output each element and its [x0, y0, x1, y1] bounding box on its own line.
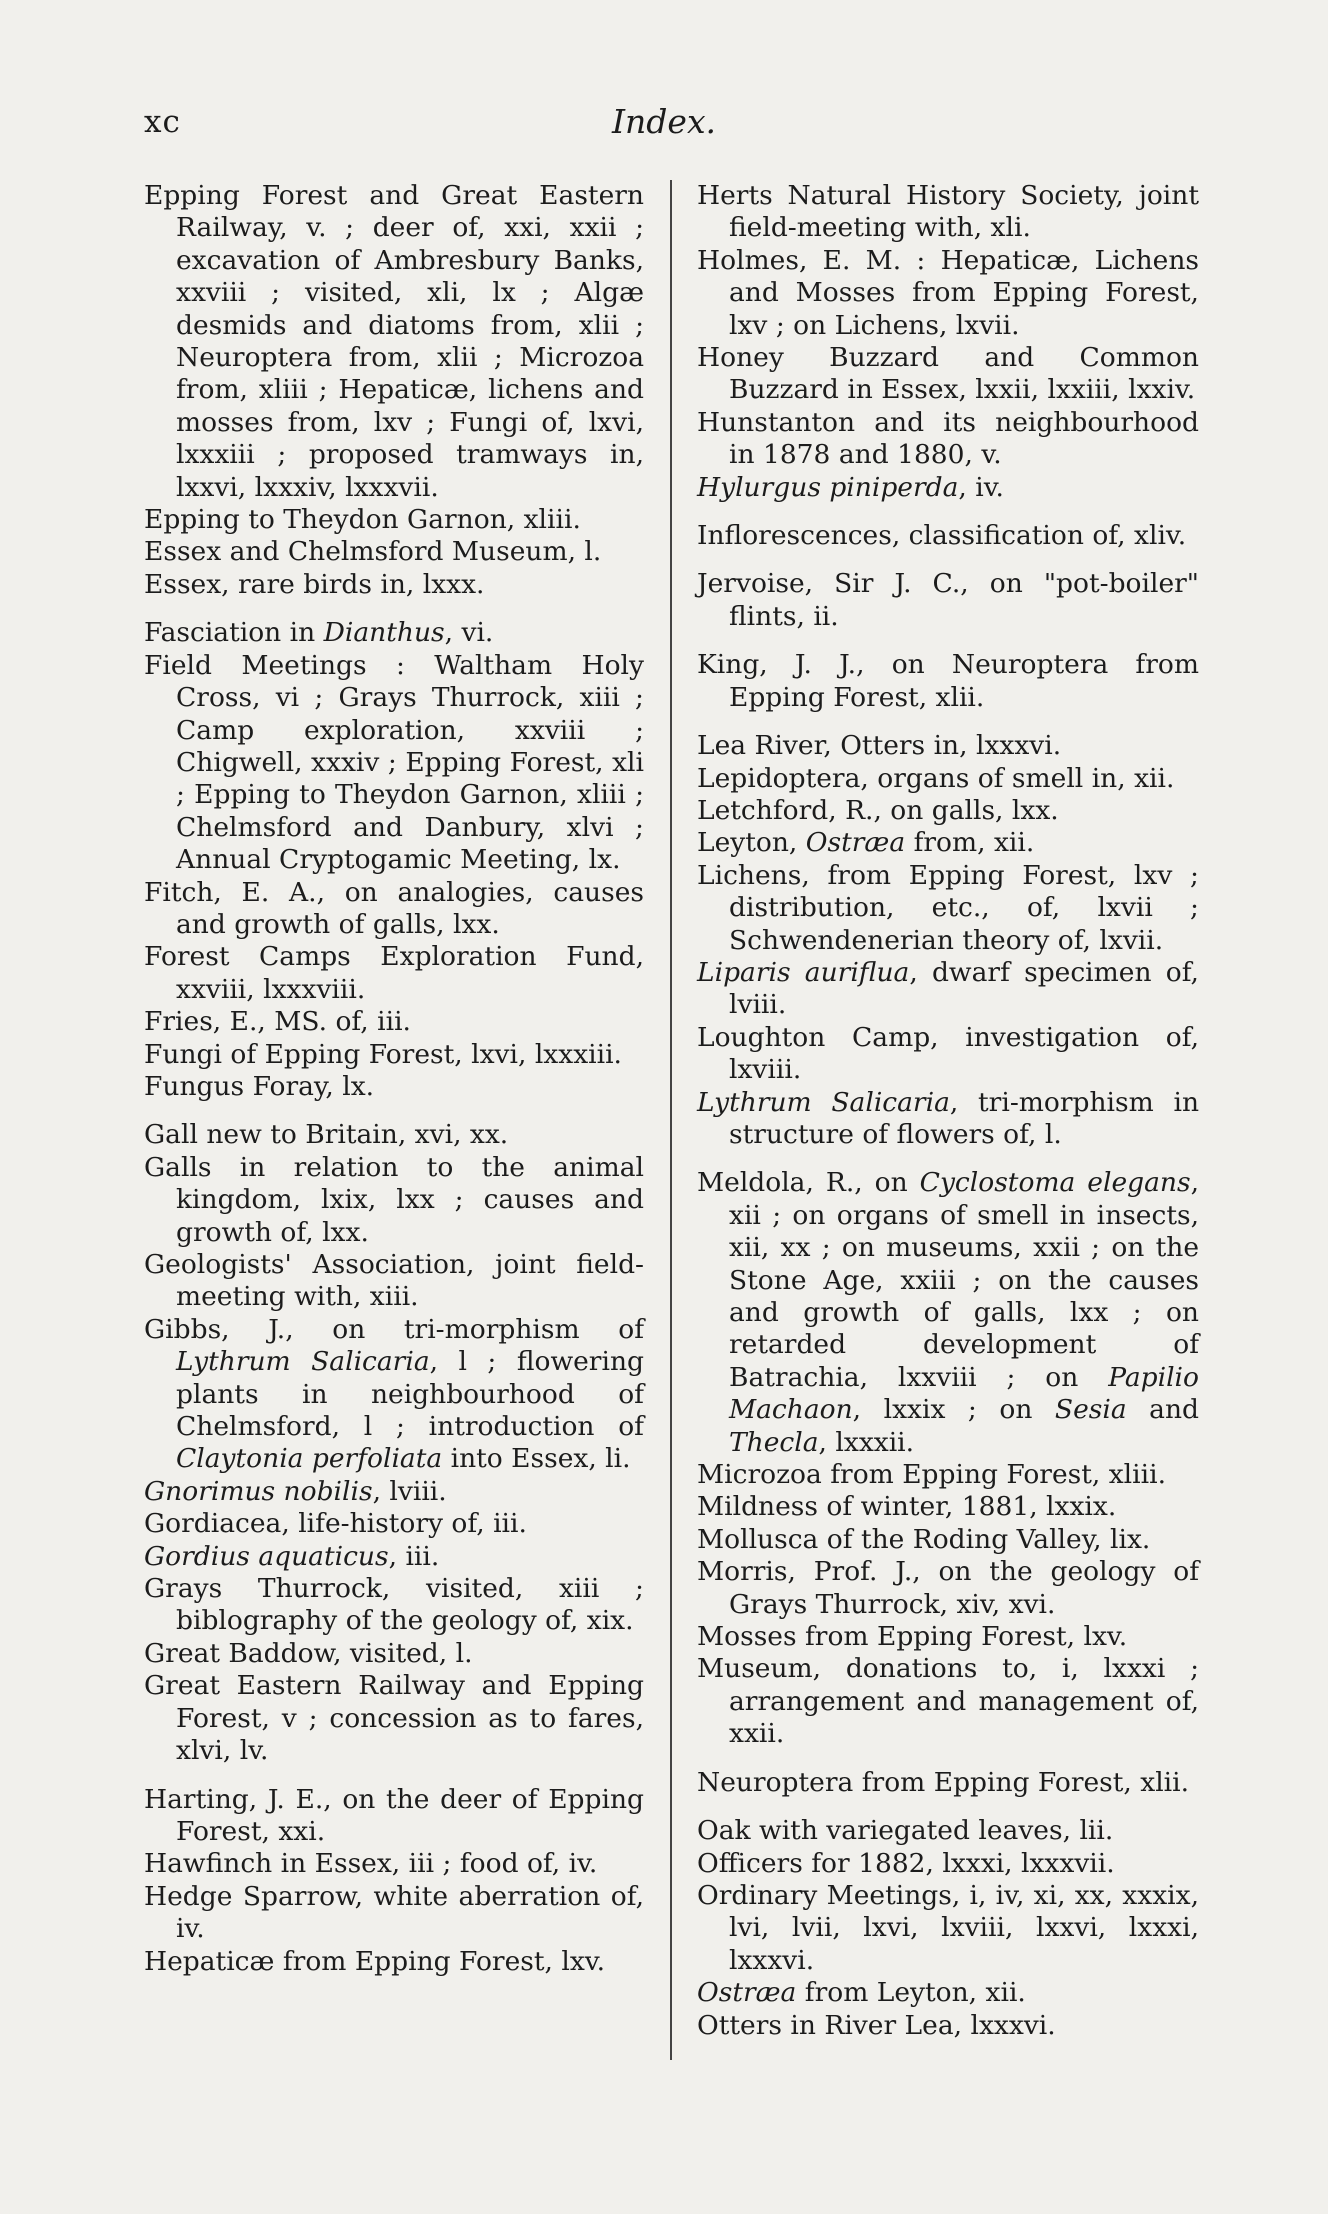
index-entry: Meldola, R., on Cyclostoma elegans, xii ; on organs of smell in insects, xii, xx ; on museums, xxii ; on the Stone Age, xxiii ; on the causes and growth of galls, lxx ; on retarded development of Batrachia, lxxviii ; on Papilio Machaon, lxxix ; on Sesia and Thecla, lxxxii.	[697, 1167, 1200, 1458]
index-entry: Great Eastern Railway and Epping Forest, v ; concession as to fares, xlvi, lv.	[144, 1670, 644, 1767]
index-entry: Essex, rare birds in, lxxx.	[144, 568, 485, 600]
running-title: Index.	[612, 102, 717, 141]
index-entry: Morris, Prof. J., on the geology of Grays Thurrock, xiv, xvi.	[697, 1556, 1199, 1620]
page-number: xc	[144, 104, 181, 140]
index-entry: Grays Thurrock, visited, xiii ; biblography of the geology of, xix.	[144, 1573, 644, 1637]
index-entry: Fasciation in Dianthus, vi.	[144, 617, 494, 649]
index-entry: Microzoa from Epping Forest, xliii.	[697, 1459, 1167, 1491]
index-entry: Geologists' Association, joint field-meeting with, xiii.	[144, 1249, 644, 1313]
index-entry: Fitch, E. A., on analogies, causes and growth of galls, lxx.	[144, 876, 644, 940]
index-entry: Fungus Foray, lx.	[144, 1070, 375, 1102]
column-divider	[670, 180, 672, 2060]
index-entry: Hylurgus piniperda, iv.	[697, 471, 1004, 503]
index-entry: Loughton Camp, investigation of, lxviii.	[697, 1021, 1199, 1086]
index-entry: Gnorimus nobilis, lviii.	[144, 1475, 447, 1507]
index-entry: Mollusca of the Roding Valley, lix.	[697, 1523, 1151, 1555]
left-column	[144, 180, 644, 1978]
index-entry: Otters in River Lea, lxxxvi.	[697, 2009, 1056, 2041]
index-entry: Gibbs, J., on tri-morphism of Lythrum Salicaria, l ; flowering plants in neighbourhood of Chelmsford, l ; introduction of Claytonia perfoliata into Essex, li.	[144, 1313, 644, 1475]
index-entry: Gall new to Britain, xvi, xx.	[144, 1119, 509, 1151]
index-entry: Harting, J. E., on the deer of Epping Forest, xxi.	[144, 1783, 644, 1847]
index-entry: Essex and Chelmsford Museum, l.	[144, 536, 602, 568]
index-entry: Lythrum Salicaria, tri-morphism in structure of flowers of, l.	[697, 1086, 1200, 1150]
index-entry: Museum, donations to, i, lxxxi ; arrangement and management of, xxii.	[697, 1653, 1199, 1750]
index-entry: Hunstanton and its neighbourhood in 1878 and 1880, v.	[697, 406, 1199, 471]
index-entry: Lichens, from Epping Forest, lxv ; distribution, etc., of, lxvii ; Schwendenerian theory of, lxvii.	[697, 859, 1199, 956]
index-entry: Fries, E., MS. of, iii.	[144, 1006, 411, 1038]
index-entry: King, J. J., on Neuroptera from Epping Forest, xlii.	[697, 649, 1199, 713]
index-entry: Galls in relation to the animal kingdom, lxix, lxx ; causes and growth of, lxx.	[144, 1151, 644, 1248]
index-entry: Fungi of Epping Forest, lxvi, lxxxiii.	[144, 1038, 622, 1070]
index-entry: Oak with variegated leaves, lii.	[697, 1815, 1114, 1847]
index-entry: Officers for 1882, lxxxi, lxxxvii.	[697, 1847, 1115, 1879]
index-entry: Forest Camps Exploration Fund, xxviii, lxxxviii.	[144, 941, 644, 1005]
index-entry: Gordius aquaticus, iii.	[144, 1540, 440, 1572]
index-entry: Jervoise, Sir J. C., on "pot-boiler" flints, ii.	[697, 568, 1199, 632]
index-entry: Letchford, R., on galls, lxx.	[697, 794, 1059, 826]
right-column	[697, 180, 1199, 2042]
index-entry: Great Baddow, visited, l.	[144, 1637, 473, 1669]
index-entry: Neuroptera from Epping Forest, xlii.	[697, 1766, 1190, 1798]
index-entry: Liparis auriflua, dwarf specimen of, lviii.	[697, 956, 1199, 1021]
index-entry: Inflorescences, classification of, xliv.	[697, 520, 1187, 552]
index-entry: Epping Forest and Great Eastern Railway, v. ; deer of, xxi, xxii ; excavation of Ambresbury Banks, xxviii ; visited, xli, lx ; Algæ desmids and diatoms from, xlii ; Neuroptera from, xlii ; Microzoa from, xliii ; Hepaticæ, lichens and mosses from, lxv ; Fungi of, lxvi, lxxxiii ; proposed tramways in, lxxvi, lxxxiv, lxxxvii.	[144, 180, 644, 503]
index-entry: Ordinary Meetings, i, iv, xi, xx, xxxix, lvi, lvii, lxvi, lxviii, lxxvi, lxxxi, lxxxvi.	[697, 1879, 1199, 1976]
index-entry: Field Meetings : Waltham Holy Cross, vi ; Grays Thurrock, xiii ; Camp exploration, xxviii ; Chigwell, xxxiv ; Epping Forest, xli ; Epping to Theydon Garnon, xliii ; Chelmsford and Danbury, xlvi ; Annual Cryptogamic Meeting, lx.	[144, 649, 644, 876]
index-entry: Lepidoptera, organs of smell in, xii.	[697, 762, 1175, 794]
index-entry: Ostræa from Leyton, xii.	[697, 1977, 1026, 2009]
index-entry: Hepaticæ from Epping Forest, lxv.	[144, 1945, 606, 1977]
index-entry: Honey Buzzard and Common Buzzard in Essex, lxxii, lxxiii, lxxiv.	[697, 342, 1199, 406]
index-entry: Hawfinch in Essex, iii ; food of, iv.	[144, 1848, 598, 1880]
index-entry: Mosses from Epping Forest, lxv.	[697, 1621, 1128, 1653]
index-entry: Hedge Sparrow, white aberration of, iv.	[144, 1880, 644, 1945]
index-entry: Lea River, Otters in, lxxxvi.	[697, 730, 1062, 762]
index-entry: Epping to Theydon Garnon, xliii.	[144, 504, 581, 536]
index-entry: Holmes, E. M. : Hepaticæ, Lichens and Mosses from Epping Forest, lxv ; on Lichens, lxvii.	[697, 244, 1199, 341]
index-entry: Mildness of winter, 1881, lxxix.	[697, 1491, 1117, 1523]
index-entry: Herts Natural History Society, joint field-meeting with, xli.	[697, 180, 1199, 244]
index-entry: Gordiacea, life-history of, iii.	[144, 1508, 527, 1540]
index-entry: Leyton, Ostræa from, xii.	[697, 827, 1035, 859]
